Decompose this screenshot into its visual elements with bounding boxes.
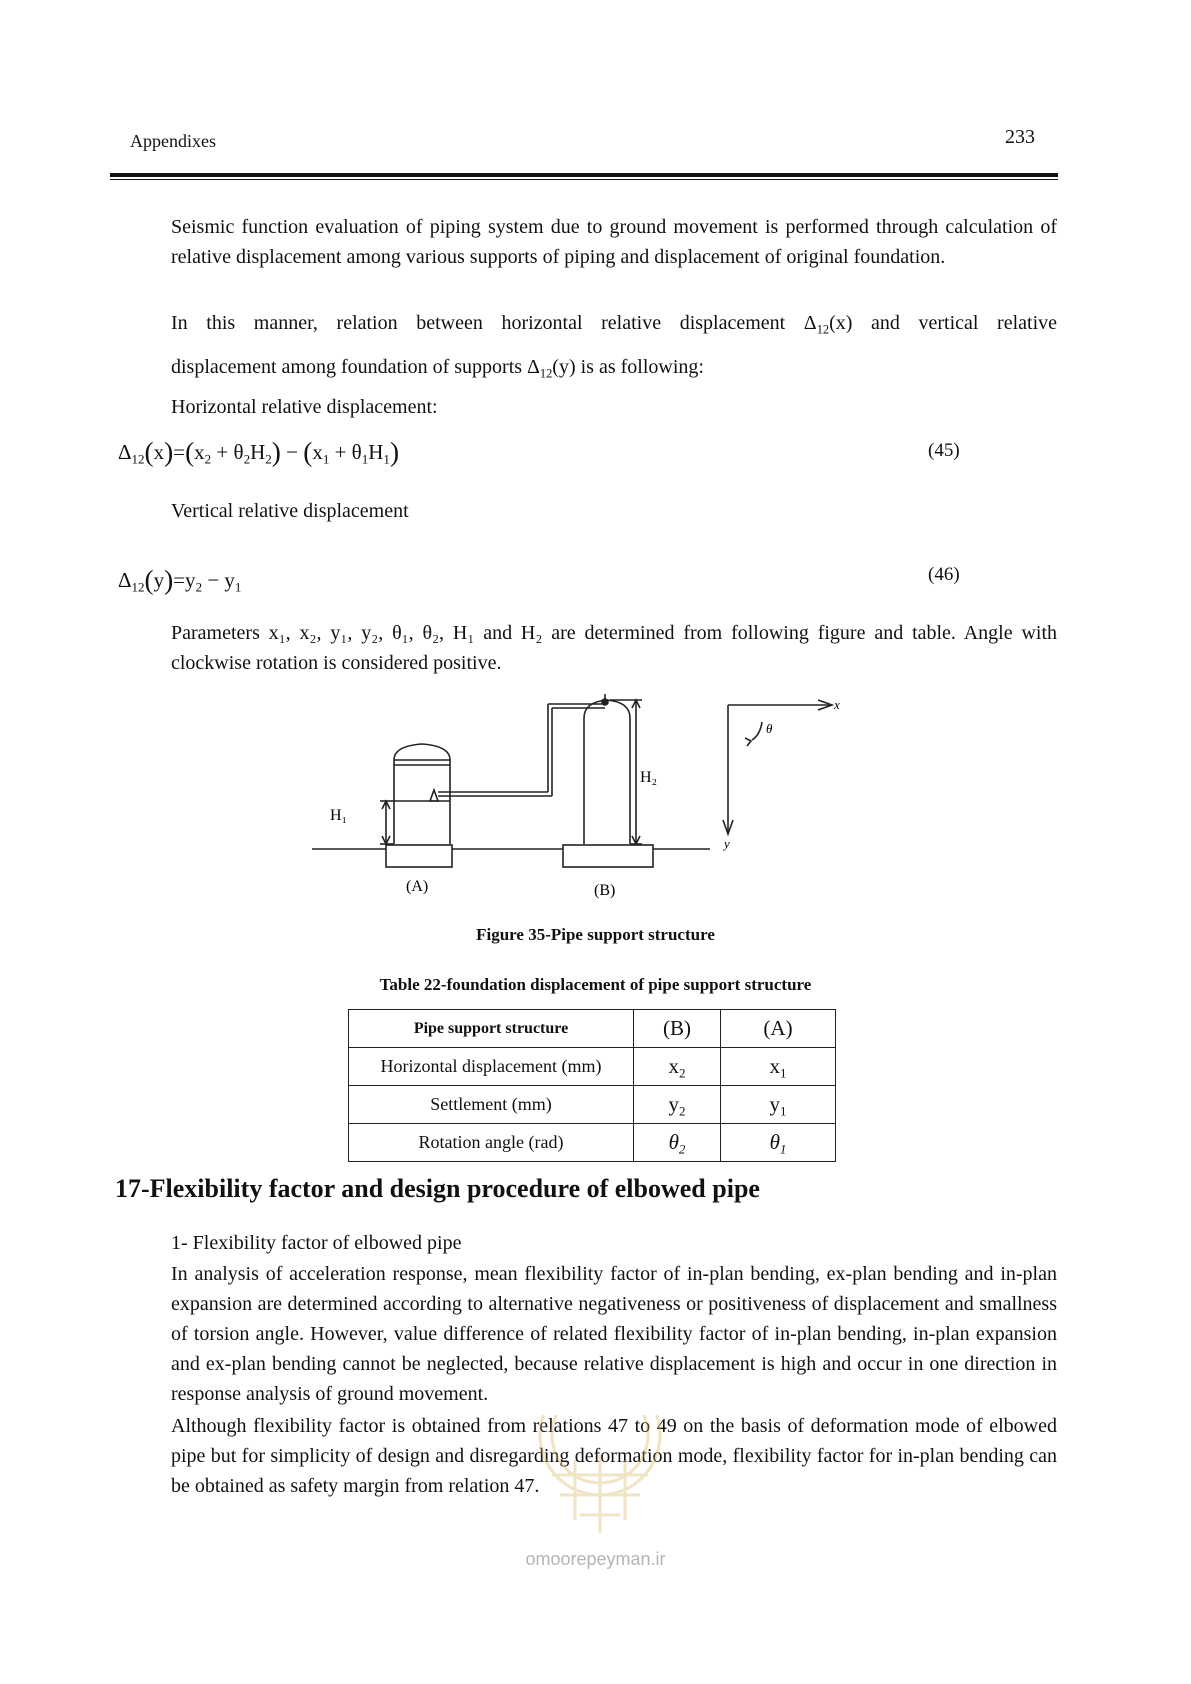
cell-a: $\theta_1$ [721, 1124, 836, 1162]
label-h2: H₂ [640, 769, 658, 786]
cell-b: $x_2$ [634, 1048, 721, 1086]
label-b: (B) [594, 882, 616, 899]
horizontal-label: Horizontal relative displacement: [171, 396, 438, 418]
intro-paragraph: Seismic function evaluation of piping system due to ground movement is performed through calculation of relative displacement among various supports of piping and displacement of original foundation. [171, 216, 1057, 268]
label-h1: H₁ [330, 807, 348, 824]
row-label: Horizontal displacement (mm) [349, 1048, 634, 1086]
watermark-text: omoorepeyman.ir [525, 1549, 666, 1569]
cell-a: $y_1$ [721, 1086, 836, 1124]
relation-sub-a: 12 [816, 322, 830, 337]
relation-text-c: displacement among foundation of supports Δ [171, 356, 540, 378]
cell-a: $x_1$ [721, 1048, 836, 1086]
relation-text-b: (x) and vertical relative [829, 312, 1057, 334]
foundation-a [386, 845, 452, 867]
table-row [349, 1086, 836, 1124]
table-row [349, 1048, 836, 1086]
relation-line-2 [171, 352, 704, 382]
section-heading: 17-Flexibility factor and design procedure of elbowed pipe [115, 1174, 760, 1203]
row-label: Rotation angle (rad) [349, 1124, 634, 1162]
figure-caption: Figure 35-Pipe support structure [476, 925, 715, 944]
theta-arc [752, 722, 762, 740]
cell-b: $\theta_2$ [634, 1124, 721, 1162]
label-a: (A) [406, 878, 429, 895]
foundation-displacement-table [348, 1009, 836, 1162]
relation-sub-b: 12 [539, 366, 553, 381]
section-paragraph-1: In analysis of acceleration response, mean flexibility factor of in-plan bending, ex-plan bending and in-plan expansion are determined according to alternative negativeness or positiveness of displacement and smallness of torsion angle. However, value difference of related flexibility factor of in-plan bending, in-plan expansion and ex-plan bending cannot be neglected, because relative displacement is high and occur in one direction in response analysis of ground movement. [171, 1263, 1057, 1405]
table-header-cell: Pipe support structure [349, 1010, 634, 1048]
relation-text-a: In this manner, relation between horizontal relative displacement Δ [171, 312, 817, 334]
cell-b: $y_2$ [634, 1086, 721, 1124]
equation-45: $\Delta_{12}(x)=(x_2 + \theta_2H_2) - (x_1 + \theta_1H_1)$ [118, 437, 400, 468]
support-a [430, 790, 438, 801]
label-theta: θ [766, 721, 773, 736]
table-caption: Table 22-foundation displacement of pipe support structure [379, 975, 812, 994]
table-header-cell: (A) [721, 1010, 836, 1048]
header-rule-thin [110, 179, 1058, 180]
vessel-a [394, 744, 450, 844]
label-axis-y: y [724, 836, 730, 851]
page-number: 233 [1005, 126, 1035, 148]
equation-45-number: (45) [928, 440, 960, 461]
relation-line-1 [171, 308, 1057, 338]
header-rule-thick [110, 173, 1058, 177]
watermark-logo-icon [505, 1415, 695, 1545]
label-axis-x: x [834, 697, 840, 712]
table-header-cell: (B) [634, 1010, 721, 1048]
parameters-paragraph: Parameters x₁, x₂, y₁, y₂, θ₁, θ₂, H₁ and H₂ are determined from following figure and table. Angle with clockwise rotation is considered positive. [171, 622, 1057, 674]
foundation-b [563, 845, 653, 867]
row-label: Settlement (mm) [349, 1086, 634, 1124]
section-paragraph-2: Although flexibility factor is obtained from relations 47 to 49 on the basis of deformation mode of elbowed pipe but for simplicity of design and disregarding deformation mode, flexibility factor for in-plan bending can be obtained as safety margin from relation 47. [171, 1415, 1057, 1497]
relation-text-d: (y) is as following: [552, 356, 704, 378]
pipe-support-figure [300, 680, 860, 910]
equation-46-number: (46) [928, 564, 960, 585]
vessel-b [584, 700, 630, 844]
equation-46: $\Delta_{12}(y)=y_2 - y_1$ [118, 565, 242, 596]
table-header-row [349, 1010, 836, 1048]
table-row [349, 1124, 836, 1162]
vertical-label: Vertical relative displacement [171, 500, 409, 522]
subsection-heading: 1- Flexibility factor of elbowed pipe [171, 1232, 462, 1254]
running-header: Appendixes [130, 131, 216, 151]
